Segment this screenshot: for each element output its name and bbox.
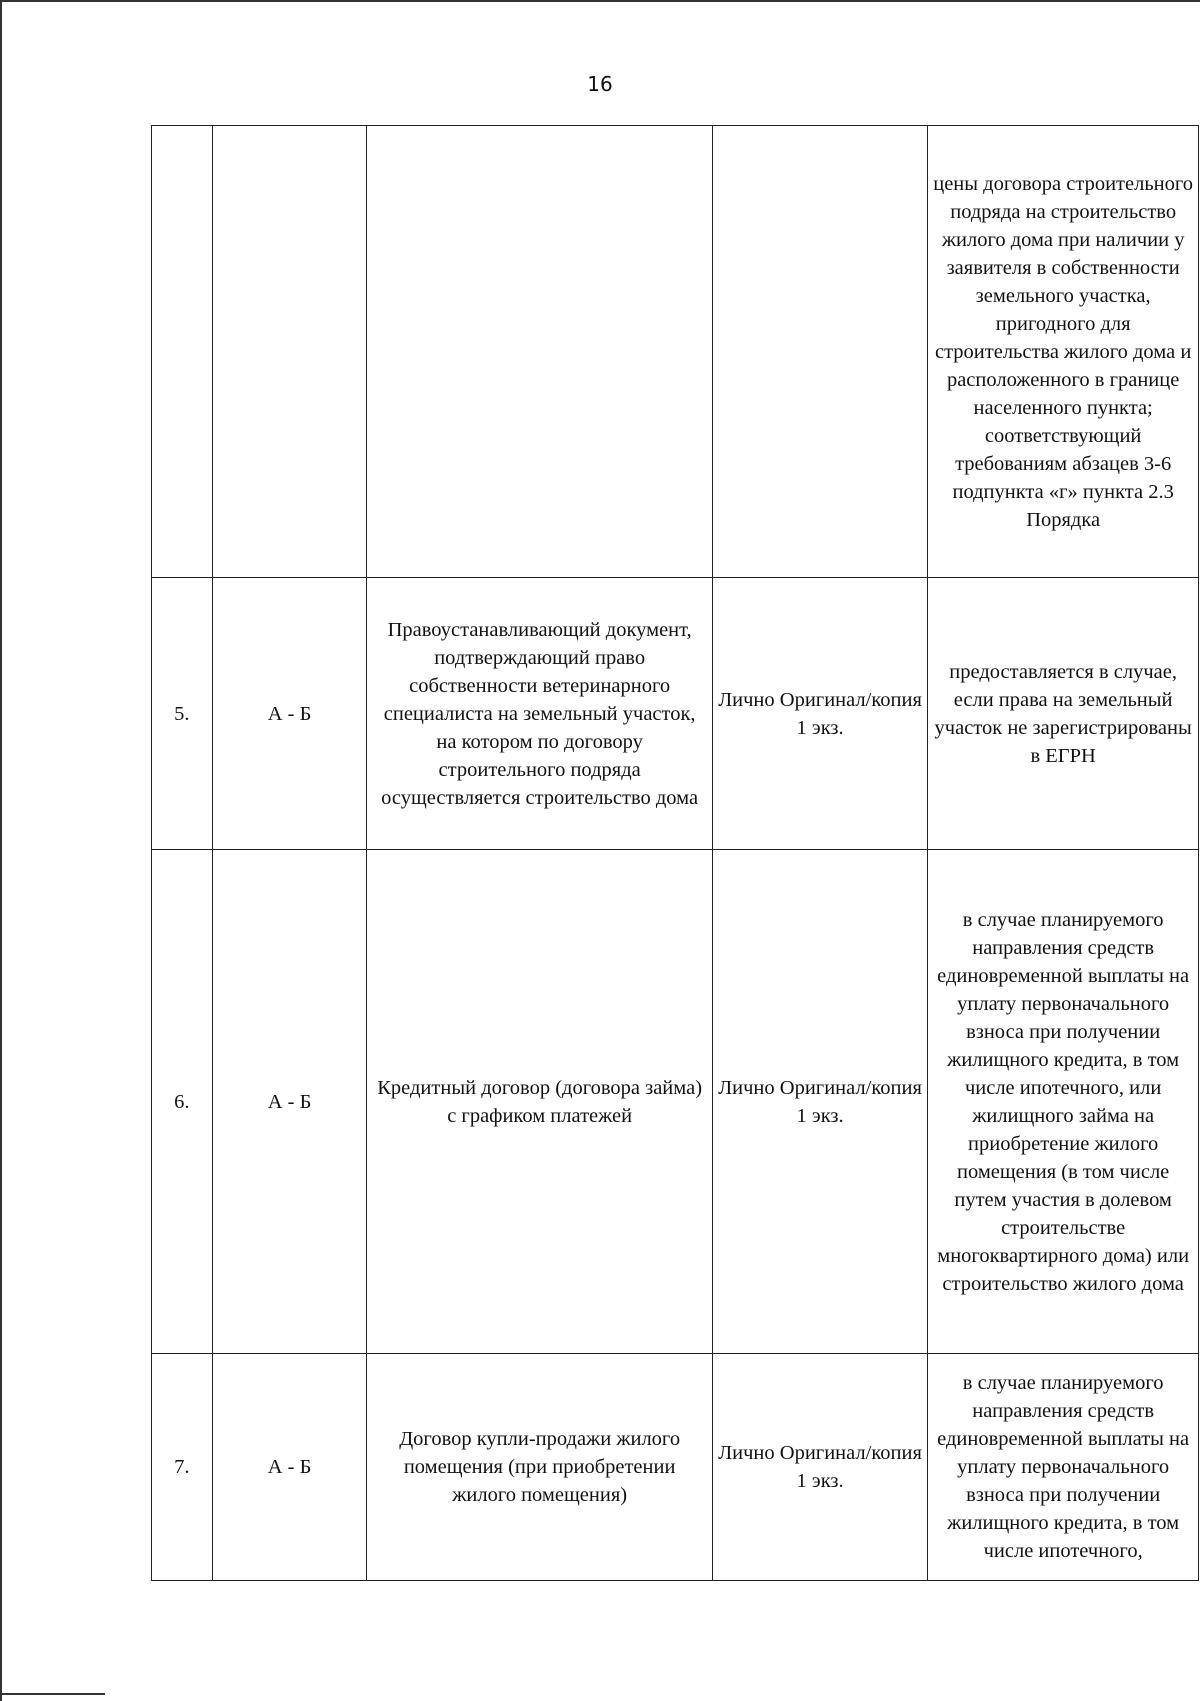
row-number: 6. <box>174 1090 190 1113</box>
note: в случае планируемого направления средств единовременной выплаты на уплату первоначального взноса при получении жилищного кредита, в том числе ипотечного, <box>937 1372 1190 1562</box>
form-cell <box>712 850 927 1354</box>
form-cell <box>712 126 927 578</box>
document-cell <box>367 578 712 850</box>
category: А - Б <box>267 1090 312 1113</box>
note-cell <box>928 126 1199 578</box>
submission-form: Лично Оригинал/копия 1 экз. <box>718 1076 922 1127</box>
left-page-edge <box>0 0 2 1701</box>
page-number: 16 <box>587 72 613 96</box>
document-name: Кредитный договор (договора займа) с графиком платежей <box>377 1076 703 1127</box>
table-row <box>152 578 1199 850</box>
form-cell <box>712 1354 927 1581</box>
document-cell <box>367 126 712 578</box>
category-cell <box>212 126 367 578</box>
row-number-cell <box>152 578 213 850</box>
note: цены договора строительного подряда на строительство жилого дома при наличии у заявителя в собственности земельного участка, пригодного для строительства жилого дома и расположенного в границе населенного пункта; соответствующий требованиям абзацев 3-6 подпункта «г» пункта 2.3 Порядка <box>933 172 1194 531</box>
category-cell <box>212 1354 367 1581</box>
note-cell <box>928 850 1199 1354</box>
row-number: 5. <box>174 702 190 725</box>
row-number-cell <box>152 126 213 578</box>
category-cell <box>212 578 367 850</box>
row-number-cell <box>152 1354 213 1581</box>
document-name: Правоустанавливающий документ, подтверждающий право собственности ветеринарного специалиста на земельный участок, на котором по договору строительного подряда осуществляется строительство дома <box>381 618 699 809</box>
table-row <box>152 1354 1199 1581</box>
category-cell <box>212 850 367 1354</box>
document-cell <box>367 1354 712 1581</box>
table-row <box>152 850 1199 1354</box>
top-page-edge <box>0 0 1200 2</box>
row-number-cell <box>152 850 213 1354</box>
table-row <box>152 126 1199 578</box>
document-name: Договор купли-продажи жилого помещения (при приобретении жилого помещения) <box>399 1428 681 1506</box>
documents-table <box>151 125 1199 1581</box>
note: в случае планируемого направления средств единовременной выплаты на уплату первоначального взноса при получении жилищного кредита, в том числе ипотечного, или жилищного займа на приобретение жилого помещения (в том числе путем участия в долевом строительстве многоквартирного дома) или строительство жилого дома <box>937 908 1190 1295</box>
bottom-left-mark <box>0 1693 105 1695</box>
submission-form: Лично Оригинал/копия 1 экз. <box>718 688 922 739</box>
document-cell <box>367 850 712 1354</box>
category: А - Б <box>267 1456 312 1478</box>
category: А - Б <box>267 702 312 725</box>
form-cell <box>712 578 927 850</box>
note-cell <box>928 578 1199 850</box>
note-cell <box>928 1354 1199 1581</box>
row-number: 7. <box>174 1456 190 1478</box>
note: предоставляется в случае, если права на земельный участок не зарегистрированы в ЕГРН <box>934 660 1192 767</box>
submission-form: Лично Оригинал/копия 1 экз. <box>718 1442 922 1492</box>
